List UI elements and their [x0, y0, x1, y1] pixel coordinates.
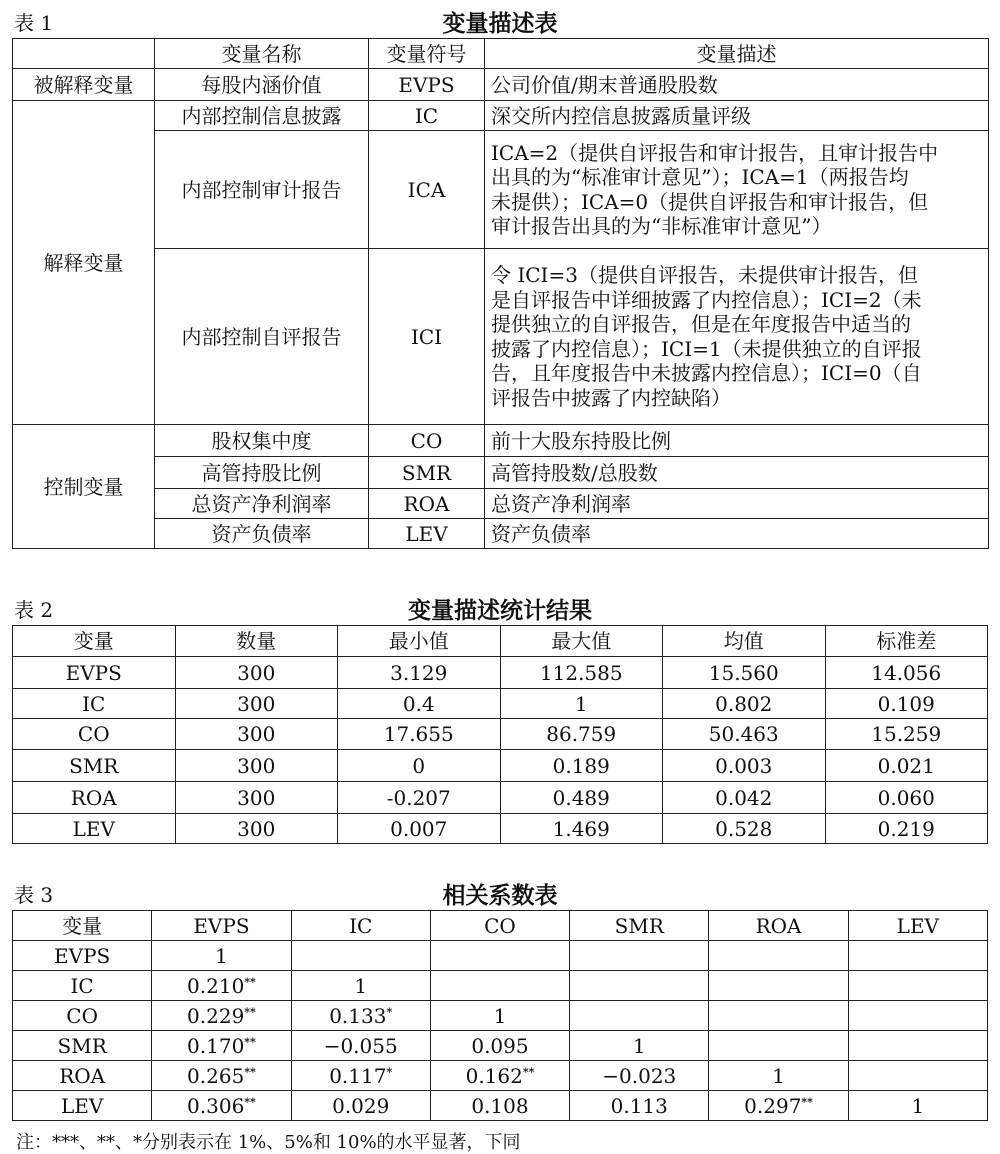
table2-stat-cell: 15.560 [663, 657, 826, 689]
table1-header-row [13, 39, 989, 69]
significance-mark: * [386, 1064, 393, 1078]
table1-header-desc: 变量描述 [485, 39, 989, 69]
desc-line: 提供独立的自评报告，但是在年度报告中适当的 [491, 312, 911, 336]
table2-stat-cell: 50.463 [663, 719, 826, 750]
table2-header-cell: 标准差 [825, 626, 988, 657]
table2-var-cell: IC [13, 689, 176, 719]
table2-stat-cell: 3.129 [338, 657, 501, 689]
significance-mark: ** [801, 1094, 813, 1108]
group-control: 控制变量 [13, 425, 155, 549]
significance-mark: ** [244, 1064, 256, 1078]
table3-var-cell: CO [13, 1001, 152, 1031]
correlation-value: 0.170 [187, 1033, 245, 1058]
correlation-cell [291, 1091, 430, 1121]
correlation-value: 1 [215, 943, 228, 968]
group-explanatory: 解释变量 [13, 101, 155, 425]
table3-row [13, 1061, 988, 1091]
table2-stat-cell: 300 [175, 814, 338, 844]
var-symbol: ICA [369, 131, 485, 249]
table3-var-cell: ROA [13, 1061, 152, 1091]
table2-stat-cell: 300 [175, 719, 338, 750]
table1-header-name: 变量名称 [155, 39, 369, 69]
correlation-value: 0.229 [187, 1003, 245, 1028]
correlation-cell [848, 1001, 987, 1031]
correlation-cell [291, 1031, 430, 1061]
correlation-value: 0.117 [329, 1063, 387, 1088]
table2-stat-cell: 1.469 [500, 814, 663, 844]
var-desc: 资产负债率 [485, 519, 989, 549]
correlation-cell [570, 941, 709, 971]
table2-row [13, 814, 988, 844]
table3-label: 表 3 [14, 883, 54, 907]
var-symbol: EVPS [369, 69, 485, 101]
table1-caption [12, 8, 988, 38]
significance-mark: ** [244, 974, 256, 988]
table1-row [13, 249, 989, 425]
table2-stat-cell: 0.021 [825, 750, 988, 782]
table2-stat-cell: 1 [500, 689, 663, 719]
table1-row [13, 425, 989, 457]
table2-stat-cell: 0 [338, 750, 501, 782]
correlation-cell [570, 971, 709, 1001]
desc-line: 是自评报告中详细披露了内控信息）；ICI=2（未 [491, 287, 922, 312]
table3-title: 相关系数表 [442, 883, 558, 909]
var-desc-ici [485, 249, 989, 425]
desc-line: 告，且年度报告中未披露内控信息）；ICI=0（自 [491, 361, 922, 385]
table1-label: 表 1 [14, 11, 54, 35]
table3-header-cell: SMR [570, 911, 709, 941]
table1-row [13, 131, 989, 249]
var-name: 资产负债率 [155, 519, 369, 549]
table1-block [12, 8, 988, 549]
table1-row [13, 457, 989, 489]
var-symbol: IC [369, 101, 485, 131]
table2-header-cell: 最小值 [338, 626, 501, 657]
table1-title: 变量描述表 [442, 11, 558, 37]
table2-var-cell: ROA [13, 782, 176, 814]
correlation-value: 0.162 [465, 1063, 523, 1088]
var-name: 内部控制审计报告 [155, 131, 369, 249]
significance-mark: ** [244, 1034, 256, 1048]
correlation-cell [430, 971, 569, 1001]
table1-row [13, 489, 989, 519]
var-name: 内部控制自评报告 [155, 249, 369, 425]
correlation-value: −0.055 [323, 1033, 398, 1058]
table2-var-cell: CO [13, 719, 176, 750]
correlation-cell [570, 1001, 709, 1031]
desc-line: 评报告中披露了内控缺陷） [491, 385, 731, 410]
correlation-cell [430, 1091, 569, 1121]
var-desc-ica [485, 131, 989, 249]
var-symbol: LEV [369, 519, 485, 549]
table3-header-cell: EVPS [152, 911, 291, 941]
table2-stat-cell: 300 [175, 750, 338, 782]
var-desc: 公司价值/期末普通股股数 [485, 69, 989, 101]
table3-row [13, 1091, 988, 1121]
correlation-cell [848, 971, 987, 1001]
desc-line: 令 ICI=3（提供自评报告，未提供审计报告，但 [491, 263, 918, 287]
table2-stat-cell: 112.585 [500, 657, 663, 689]
table2-stat-cell: 15.259 [825, 719, 988, 750]
correlation-cell [570, 1061, 709, 1091]
correlation-cell [152, 1001, 291, 1031]
table3-row [13, 941, 988, 971]
table2-var-cell: SMR [13, 750, 176, 782]
correlation-cell [430, 1031, 569, 1061]
correlation-value: 1 [632, 1033, 646, 1058]
var-name: 高管持股比例 [155, 457, 369, 489]
table2-stat-cell: 300 [175, 657, 338, 689]
table2-header-cell: 变量 [13, 626, 176, 657]
table1-row [13, 101, 989, 131]
correlation-value: 0.095 [471, 1033, 529, 1058]
table3-header-cell: 变量 [13, 911, 152, 941]
desc-line: 未提供）；ICA=0（提供自评报告和审计报告，但 [491, 189, 929, 214]
table2-stat-cell: -0.207 [338, 782, 501, 814]
correlation-cell [430, 1061, 569, 1091]
significance-mark: ** [244, 1004, 256, 1018]
table2-stat-cell: 0.007 [338, 814, 501, 844]
table3-header-cell: LEV [848, 911, 987, 941]
correlation-table [12, 910, 988, 1121]
table1-header-symbol: 变量符号 [369, 39, 485, 69]
var-name: 每股内涵价值 [155, 69, 369, 101]
correlation-value: 1 [354, 973, 368, 998]
table3-header-row [13, 911, 988, 941]
table2-stat-cell: 86.759 [500, 719, 663, 750]
correlation-value: 0.029 [332, 1093, 390, 1118]
correlation-cell [709, 941, 848, 971]
correlation-value: 0.108 [471, 1093, 529, 1118]
table3-var-cell: SMR [13, 1031, 152, 1061]
correlation-cell [291, 1061, 430, 1091]
correlation-cell [291, 1001, 430, 1031]
table2-caption [12, 595, 988, 625]
correlation-cell [848, 1031, 987, 1061]
significance-mark: * [386, 1004, 393, 1018]
table2-stat-cell: 0.109 [825, 689, 988, 719]
table2-stat-cell: 0.219 [825, 814, 988, 844]
var-desc: 总资产净利润率 [485, 489, 989, 519]
correlation-value: 1 [493, 1003, 507, 1028]
table3-var-cell: IC [13, 971, 152, 1001]
correlation-cell [152, 1031, 291, 1061]
table3-header-cell: IC [291, 911, 430, 941]
correlation-cell [709, 1001, 848, 1031]
var-symbol: SMR [369, 457, 485, 489]
table3-var-cell: LEV [13, 1091, 152, 1121]
table2-stat-cell: 0.528 [663, 814, 826, 844]
correlation-value: 0.113 [610, 1093, 668, 1118]
group-dependent: 被解释变量 [13, 69, 155, 101]
table2-header-row [13, 626, 988, 657]
correlation-value: 1 [772, 1063, 785, 1088]
correlation-cell [152, 971, 291, 1001]
var-desc: 深交所内控信息披露质量评级 [485, 101, 989, 131]
table2-row [13, 657, 988, 689]
significance-mark: ** [522, 1064, 535, 1078]
correlation-cell [848, 1091, 987, 1121]
correlation-cell [430, 941, 569, 971]
table1-row [13, 69, 989, 101]
var-desc: 前十大股东持股比例 [485, 425, 989, 457]
table2-var-cell: EVPS [13, 657, 176, 689]
table-note: 注：***、**、*分别表示在 1%、5%和 10%的水平显著，下同 [16, 1132, 521, 1153]
correlation-value: 0.210 [187, 973, 245, 998]
correlation-value: 0.297 [744, 1093, 802, 1118]
var-desc: 高管持股数/总股数 [485, 457, 989, 489]
correlation-value: 0.265 [187, 1063, 245, 1088]
table3-header-cell: ROA [709, 911, 848, 941]
correlation-cell [430, 1001, 569, 1031]
table2-stat-cell: 0.802 [663, 689, 826, 719]
correlation-value: 0.133 [329, 1003, 387, 1028]
correlation-cell [848, 1061, 987, 1091]
table2-row [13, 719, 988, 750]
correlation-cell [570, 1031, 709, 1061]
desc-line: 披露了内控信息）；ICI=1（未提供独立的自评报 [491, 336, 922, 361]
table2-stat-cell: 0.003 [663, 750, 826, 782]
significance-mark: ** [244, 1094, 256, 1108]
table2-stat-cell: 0.4 [338, 689, 501, 719]
table2-row [13, 689, 988, 719]
correlation-cell [152, 941, 291, 971]
table2-row [13, 782, 988, 814]
table2-header-cell: 数量 [175, 626, 338, 657]
correlation-cell [291, 941, 430, 971]
correlation-cell [570, 1091, 709, 1121]
table3-header-cell: CO [430, 911, 569, 941]
var-name: 总资产净利润率 [155, 489, 369, 519]
table2-row [13, 750, 988, 782]
correlation-cell [291, 971, 430, 1001]
descriptive-statistics-table [12, 625, 988, 844]
table3-var-cell: EVPS [13, 941, 152, 971]
table2-stat-cell: 17.655 [338, 719, 501, 750]
correlation-value: 1 [911, 1093, 925, 1118]
table2-stat-cell: 0.189 [500, 750, 663, 782]
correlation-cell [152, 1091, 291, 1121]
correlation-cell [152, 1061, 291, 1091]
var-symbol: ROA [369, 489, 485, 519]
table2-var-cell: LEV [13, 814, 176, 844]
table2-stat-cell: 300 [175, 782, 338, 814]
table3-block [12, 880, 988, 1121]
table2-stat-cell: 0.042 [663, 782, 826, 814]
desc-line: ICA=2（提供自评报告和审计报告，且审计报告中 [491, 140, 939, 165]
table2-stat-cell: 0.489 [500, 782, 663, 814]
correlation-cell [709, 971, 848, 1001]
table2-stat-cell: 14.056 [825, 657, 988, 689]
table3-row [13, 971, 988, 1001]
table1-row [13, 519, 989, 549]
table1-header-empty [13, 39, 155, 69]
table3-row [13, 1001, 988, 1031]
var-symbol: ICI [369, 249, 485, 425]
correlation-value: 0.306 [187, 1093, 245, 1118]
table2-stat-cell: 0.060 [825, 782, 988, 814]
var-symbol: CO [369, 425, 485, 457]
table2-header-cell: 最大值 [500, 626, 663, 657]
table2-header-cell: 均值 [663, 626, 826, 657]
correlation-cell [709, 1031, 848, 1061]
table2-title: 变量描述统计结果 [408, 598, 592, 624]
correlation-value: −0.023 [602, 1063, 677, 1088]
correlation-cell [709, 1061, 848, 1091]
table2-stat-cell: 300 [175, 689, 338, 719]
correlation-cell [709, 1091, 848, 1121]
var-name: 股权集中度 [155, 425, 369, 457]
table3-caption [12, 880, 988, 910]
table2-block [12, 595, 988, 844]
table2-label: 表 2 [14, 598, 54, 622]
var-name: 内部控制信息披露 [155, 101, 369, 131]
table3-row [13, 1031, 988, 1061]
variable-description-table [12, 38, 989, 549]
correlation-cell [848, 941, 987, 971]
desc-line: 出具的为“标准审计意见”）；ICA=1（两报告均 [491, 165, 909, 189]
desc-line: 审计报告出具的为“非标准审计意见”） [491, 214, 832, 238]
